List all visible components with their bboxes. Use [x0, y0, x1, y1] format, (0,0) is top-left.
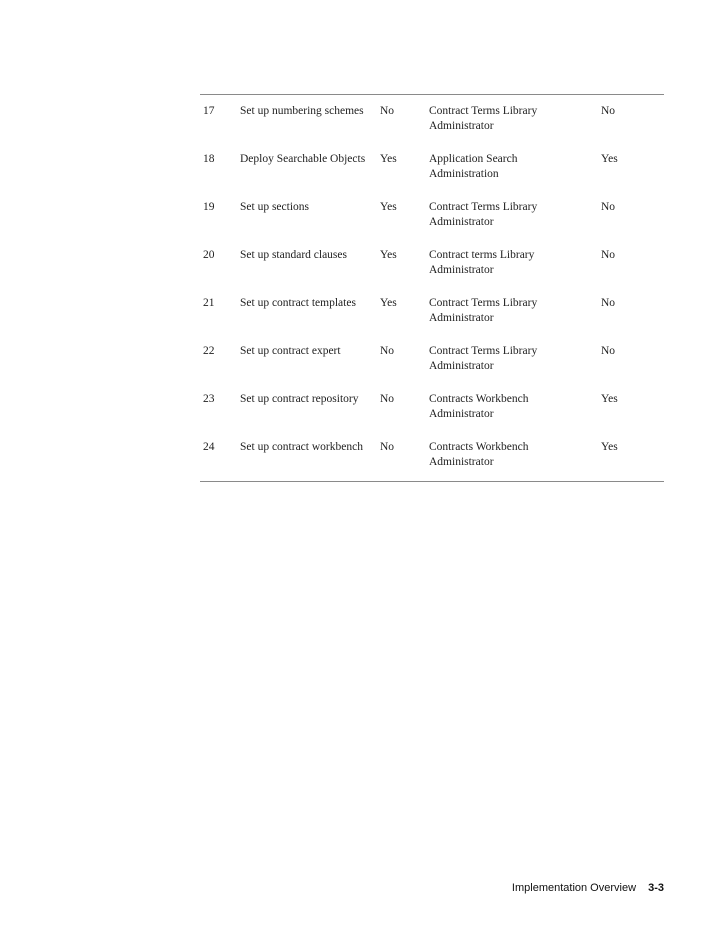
- step-number: 21: [203, 297, 215, 309]
- table-row: [200, 335, 664, 383]
- step-number: 19: [203, 201, 215, 213]
- footer-section-title: Implementation Overview: [511, 882, 637, 894]
- step-seeded: No: [601, 249, 616, 261]
- step-number: 22: [203, 345, 215, 357]
- step-number: 20: [203, 249, 215, 261]
- table-row: [200, 431, 664, 481]
- step-required: Yes: [380, 153, 397, 165]
- table-row: [200, 287, 664, 335]
- step-required: No: [380, 441, 395, 453]
- step-required: Yes: [380, 201, 397, 213]
- step-number: 18: [203, 153, 215, 165]
- step-description: Deploy Searchable Objects: [240, 153, 366, 165]
- table-row: [200, 239, 664, 287]
- step-seeded: Yes: [601, 153, 618, 165]
- step-responsibility: Contracts Workbench Administrator: [429, 441, 529, 468]
- step-seeded: Yes: [601, 393, 618, 405]
- step-description: Set up contract expert: [240, 345, 341, 357]
- step-seeded: Yes: [601, 441, 618, 453]
- step-required: No: [380, 105, 395, 117]
- step-required: No: [380, 345, 395, 357]
- step-description: Set up contract repository: [240, 393, 359, 405]
- step-seeded: No: [601, 105, 616, 117]
- step-responsibility: Application Search Administration: [429, 153, 518, 180]
- step-description: Set up sections: [240, 201, 309, 213]
- step-seeded: No: [601, 297, 616, 309]
- step-required: No: [380, 393, 395, 405]
- step-responsibility: Contract Terms Library Administrator: [429, 345, 538, 372]
- setup-steps-table: [200, 94, 664, 482]
- step-number: 23: [203, 393, 215, 405]
- step-description: Set up numbering schemes: [240, 105, 364, 117]
- step-seeded: No: [601, 201, 616, 213]
- step-number: 24: [203, 441, 215, 453]
- step-description: Set up contract workbench: [240, 441, 363, 453]
- table-row: [200, 143, 664, 191]
- table-row: [200, 383, 664, 431]
- step-seeded: No: [601, 345, 616, 357]
- step-responsibility: Contracts Workbench Administrator: [429, 393, 529, 420]
- step-responsibility: Contract Terms Library Administrator: [429, 297, 538, 324]
- step-number: 17: [203, 105, 215, 117]
- step-responsibility: Contract terms Library Administrator: [429, 249, 535, 276]
- page-number: 3-3: [648, 882, 664, 894]
- step-responsibility: Contract Terms Library Administrator: [429, 105, 538, 132]
- step-required: Yes: [380, 249, 397, 261]
- step-required: Yes: [380, 297, 397, 309]
- page-footer: [512, 882, 664, 894]
- step-description: Set up contract templates: [240, 297, 356, 309]
- step-description: Set up standard clauses: [240, 249, 347, 261]
- table-row: [200, 95, 664, 143]
- step-responsibility: Contract Terms Library Administrator: [429, 201, 538, 228]
- table-row: [200, 191, 664, 239]
